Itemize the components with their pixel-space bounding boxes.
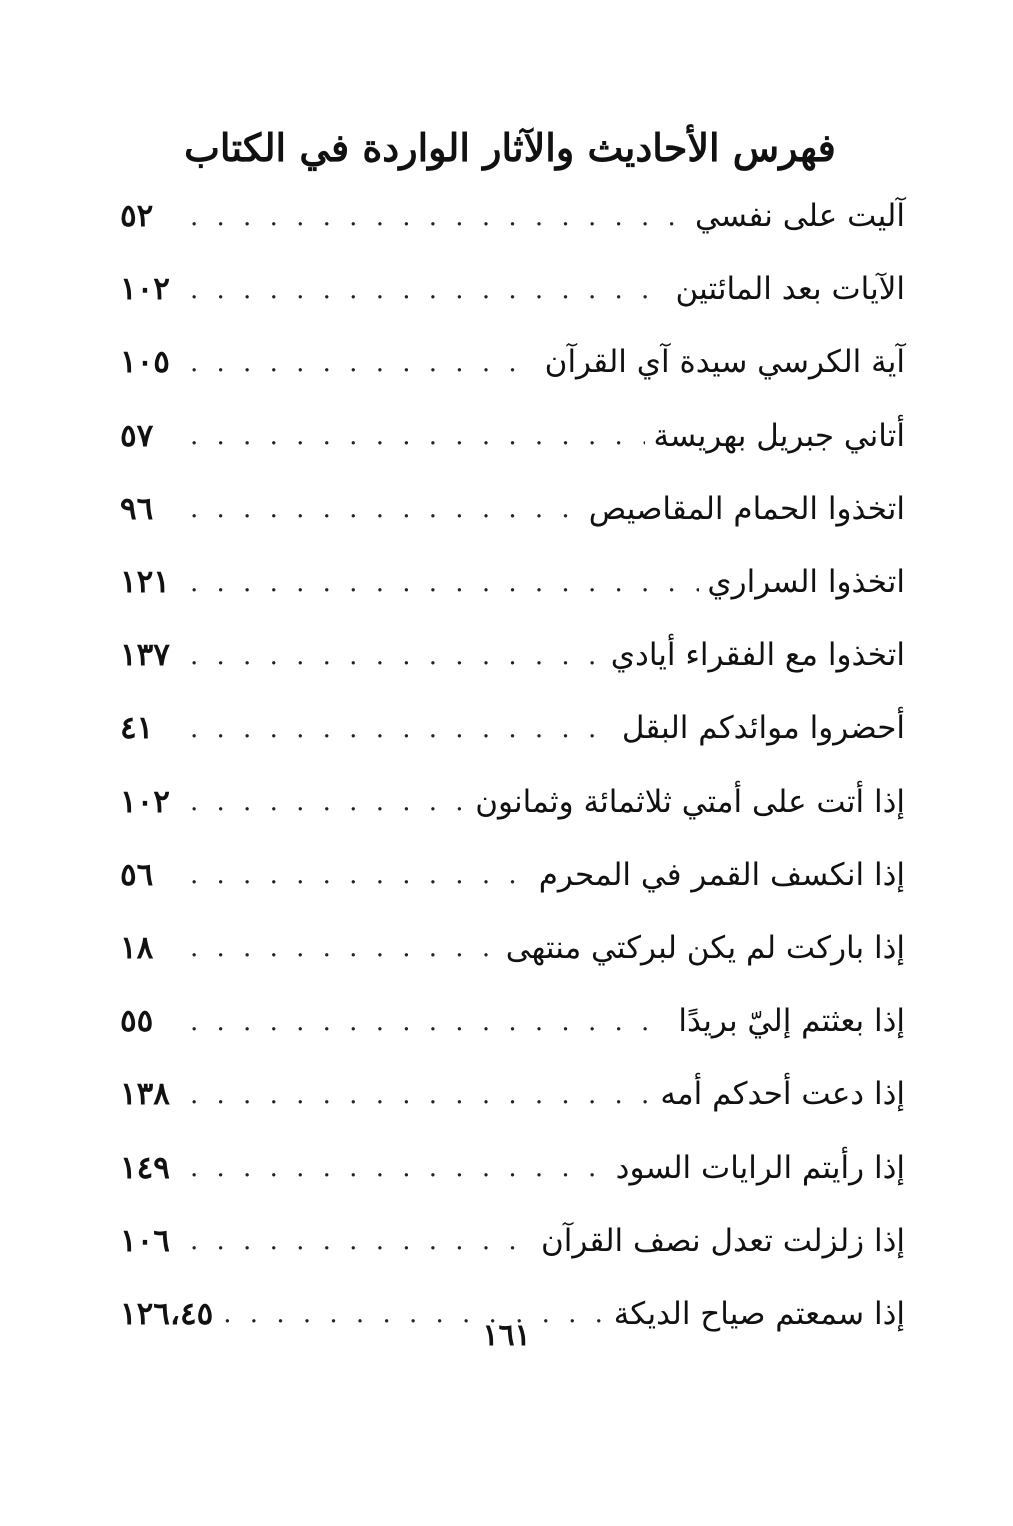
entry-page-number: ١٠٢ xyxy=(120,783,170,820)
page-number: ١٦١ xyxy=(482,1318,531,1353)
entry-text: إذا رأيتم الرايات السود xyxy=(615,1149,905,1186)
index-entry xyxy=(120,326,905,399)
index-entry xyxy=(120,253,905,326)
entry-page-number: ٥٦ xyxy=(120,856,154,893)
dot-leader xyxy=(180,277,668,303)
index-entry xyxy=(120,473,905,546)
index-entry xyxy=(120,692,905,765)
index-entry xyxy=(120,1131,905,1204)
entry-text: آية الكرسي سيدة آي القرآن xyxy=(544,344,905,381)
entry-page-number: ١٠٦ xyxy=(120,1222,170,1259)
index-entry xyxy=(120,546,905,619)
page-title: فهرس الأحاديث والآثار الواردة في الكتاب xyxy=(184,125,836,170)
dot-leader xyxy=(180,1009,670,1035)
dot-leader xyxy=(180,935,498,961)
entry-page-number: ١٤٩ xyxy=(120,1149,170,1186)
entry-text: إذا أتت على أمتي ثلاثمائة وثمانون xyxy=(475,783,905,820)
index-entry xyxy=(120,766,905,839)
dot-leader xyxy=(180,1228,533,1254)
dot-leader xyxy=(180,789,467,815)
entry-page-number: ٤١ xyxy=(120,710,154,747)
index-entry xyxy=(120,619,905,692)
entry-text: إذا سمعتم صياح الديكة xyxy=(613,1295,905,1332)
entry-page-number: ١٨ xyxy=(120,929,154,966)
entry-text: اتخذوا مع الفقراء أيادي xyxy=(610,637,905,674)
dot-leader xyxy=(180,423,645,449)
dot-leader xyxy=(180,570,699,596)
entry-page-number: ١٢١ xyxy=(120,564,170,601)
index-list xyxy=(120,180,905,1351)
entry-page-number: ١٣٨ xyxy=(120,1076,170,1113)
dot-leader xyxy=(180,496,581,522)
entry-text: اتخذوا الحمام المقاصيص xyxy=(588,490,905,527)
dot-leader xyxy=(180,716,614,742)
entry-page-number: ١٠٢ xyxy=(120,271,170,308)
entry-text: آليت على نفسي xyxy=(695,198,905,235)
entry-text: إذا دعت أحدكم أمه xyxy=(660,1076,905,1113)
index-entry xyxy=(120,985,905,1058)
entry-text: الآيات بعد المائتين xyxy=(675,271,905,308)
entry-page-number: ٥٢ xyxy=(120,198,154,235)
entry-page-number: ٥٧ xyxy=(120,417,154,454)
index-entry xyxy=(120,1058,905,1131)
entry-text: إذا باركت لم يكن لبركتي منتهى xyxy=(505,929,905,966)
entry-page-number: ١٠٥ xyxy=(120,344,170,381)
index-entry xyxy=(120,839,905,912)
index-entry xyxy=(120,400,905,473)
index-entry xyxy=(120,180,905,253)
entry-text: إذا بعثتم إليّ بريدًا xyxy=(678,1003,905,1040)
index-entry xyxy=(120,912,905,985)
dot-leader xyxy=(180,643,603,669)
dot-leader xyxy=(180,350,537,376)
dot-leader xyxy=(180,204,687,230)
index-entry xyxy=(120,1205,905,1278)
entry-text: أتاني جبريل بهريسة xyxy=(653,417,905,454)
entry-page-number: ٩٦ xyxy=(120,490,154,527)
dot-leader xyxy=(180,862,531,888)
entry-page-number: ١٢٦،٤٥ xyxy=(120,1295,214,1332)
entry-text: اتخذوا السراري xyxy=(707,564,905,601)
entry-text: أحضروا موائدكم البقل xyxy=(621,710,905,747)
entry-page-number: ٥٥ xyxy=(120,1003,154,1040)
dot-leader xyxy=(180,1155,608,1181)
entry-page-number: ١٣٧ xyxy=(120,637,170,674)
entry-text: إذا زلزلت تعدل نصف القرآن xyxy=(540,1222,905,1259)
entry-text: إذا انكسف القمر في المحرم xyxy=(538,856,905,893)
dot-leader xyxy=(180,1082,652,1108)
